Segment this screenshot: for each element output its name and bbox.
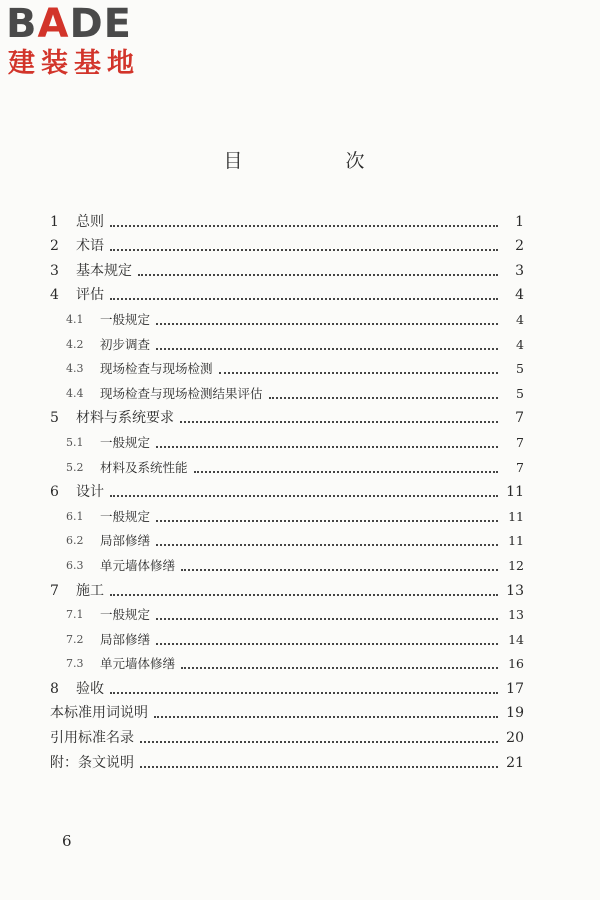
- toc-entry-page: 3: [515, 262, 524, 279]
- toc-entry[interactable]: [50, 526, 524, 551]
- toc-entry[interactable]: [50, 600, 524, 625]
- toc-entry-page: 7: [516, 434, 524, 450]
- toc-entry-label: 单元墙体修缮: [100, 656, 176, 672]
- toc-entry-number: 5.1: [66, 435, 84, 449]
- toc-dot-leader: [181, 667, 498, 669]
- toc-dot-leader: [156, 544, 498, 546]
- toc-entry-page: 11: [508, 508, 524, 524]
- toc-dot-leader: [110, 594, 498, 596]
- toc-dot-leader: [140, 741, 498, 743]
- toc-entry-number: 5: [50, 410, 59, 427]
- toc-entry-number: 4.2: [66, 337, 84, 351]
- toc-entry-page: 5: [516, 385, 524, 401]
- toc-entry-page: 4: [515, 287, 524, 304]
- toc-entry-label: 设计: [76, 484, 104, 501]
- toc-dot-leader: [110, 225, 498, 227]
- toc-entry[interactable]: [50, 649, 524, 674]
- toc-entry[interactable]: [50, 452, 524, 477]
- toc-entry-number: 2: [50, 238, 59, 255]
- toc-entry-page: 13: [508, 607, 524, 623]
- toc-entry-label: 验收: [76, 680, 104, 697]
- toc-dot-leader: [110, 692, 498, 694]
- toc-entry-page: 21: [506, 754, 524, 771]
- toc-entry-page: 20: [506, 730, 524, 747]
- toc-dot-leader: [181, 569, 498, 571]
- toc-dot-leader: [156, 618, 498, 620]
- toc-entry-label: 单元墙体修缮: [100, 557, 176, 573]
- toc-dot-leader: [269, 397, 498, 399]
- toc-entry-label: 局部修缮: [100, 631, 151, 647]
- toc-entry[interactable]: [50, 304, 524, 329]
- toc-entry-label: 总则: [76, 213, 104, 230]
- toc-entry-page: 4: [516, 311, 524, 327]
- toc-entry[interactable]: [50, 698, 524, 723]
- toc-entry-number: 6.3: [66, 558, 84, 572]
- toc-dot-leader: [156, 643, 498, 645]
- toc-entry[interactable]: [50, 722, 524, 747]
- toc-entry-number: 4.1: [66, 312, 84, 326]
- toc-entry-label: 附：条文说明: [50, 754, 134, 771]
- toc-entry-page: 7: [516, 459, 524, 475]
- toc-entry-label: 施工: [76, 582, 104, 599]
- toc-entry-label: 初步调查: [100, 336, 151, 352]
- toc-entry-label: 材料与系统要求: [76, 410, 174, 427]
- page-title: 目 次: [223, 150, 407, 172]
- toc-entry-label: 本标准用词说明: [50, 705, 148, 722]
- toc-entry-page: 7: [515, 410, 524, 427]
- toc-entry-label: 现场检查与现场检测: [100, 361, 213, 377]
- toc-dot-leader: [154, 716, 498, 718]
- toc-entry-number: 4: [50, 287, 59, 304]
- toc-entry-number: 1: [50, 213, 59, 230]
- toc-entry-label: 现场检查与现场检测结果评估: [100, 385, 263, 401]
- toc-entry-label: 一般规定: [100, 607, 151, 623]
- toc-entry-label: 一般规定: [100, 311, 151, 327]
- toc-entry-page: 4: [516, 336, 524, 352]
- toc-dot-leader: [156, 520, 498, 522]
- toc-entry-label: 术语: [76, 238, 104, 255]
- toc-dot-leader: [110, 249, 498, 251]
- toc-entry-number: 4.4: [66, 386, 84, 400]
- toc-entry[interactable]: [50, 427, 524, 452]
- toc-entry-page: 13: [506, 582, 524, 599]
- toc-entry-label: 材料及系统性能: [100, 459, 188, 475]
- toc-dot-leader: [156, 446, 498, 448]
- toc-entry[interactable]: [50, 329, 524, 354]
- toc-entry-page: 11: [506, 484, 524, 501]
- toc-dot-leader: [138, 274, 498, 276]
- toc-entry[interactable]: [50, 550, 524, 575]
- toc-entry-page: 11: [508, 533, 524, 549]
- toc-entry-number: 7.1: [66, 608, 84, 622]
- toc-entry-number: 7.3: [66, 657, 84, 671]
- toc-dot-leader: [110, 495, 498, 497]
- toc-entry[interactable]: [50, 354, 524, 379]
- toc-entry[interactable]: [50, 280, 524, 305]
- table-of-contents: [50, 206, 524, 772]
- toc-entry-number: 4.3: [66, 362, 84, 376]
- toc-entry-number: 6: [50, 484, 59, 501]
- toc-dot-leader: [140, 766, 498, 768]
- toc-entry-page: 12: [508, 557, 524, 573]
- toc-dot-leader: [156, 348, 498, 350]
- logo-wordmark: BADE: [6, 1, 132, 47]
- toc-entry-number: 7: [50, 582, 59, 599]
- toc-entry-page: 5: [516, 361, 524, 377]
- toc-entry-number: 7.2: [66, 632, 84, 646]
- toc-entry-label: 一般规定: [100, 434, 151, 450]
- toc-entry-number: 6.2: [66, 534, 84, 548]
- toc-entry-label: 一般规定: [100, 508, 151, 524]
- toc-entry-page: 1: [515, 213, 524, 230]
- toc-entry-page: 16: [508, 656, 524, 672]
- toc-entry[interactable]: [50, 477, 524, 502]
- toc-entry-number: 6.1: [66, 509, 84, 523]
- toc-entry-page: 19: [506, 705, 524, 722]
- toc-entry[interactable]: [50, 231, 524, 256]
- toc-entry-label: 评估: [76, 287, 104, 304]
- toc-entry[interactable]: [50, 255, 524, 280]
- toc-entry[interactable]: [50, 747, 524, 772]
- bade-logo: [6, 1, 176, 84]
- toc-dot-leader: [110, 298, 498, 300]
- toc-entry[interactable]: [50, 501, 524, 526]
- toc-entry[interactable]: [50, 624, 524, 649]
- toc-entry-number: 5.2: [66, 460, 84, 474]
- toc-entry-number: 8: [50, 680, 59, 697]
- toc-entry-number: 3: [50, 262, 59, 279]
- toc-dot-leader: [180, 421, 498, 423]
- toc-entry-page: 2: [515, 238, 524, 255]
- toc-entry[interactable]: [50, 673, 524, 698]
- toc-dot-leader: [156, 323, 498, 325]
- toc-entry-page: 14: [508, 631, 524, 647]
- page-number: 6: [62, 832, 72, 850]
- toc-entry[interactable]: [50, 378, 524, 403]
- toc-entry-label: 引用标准名录: [50, 730, 134, 747]
- toc-entry[interactable]: [50, 206, 524, 231]
- toc-dot-leader: [194, 471, 498, 473]
- toc-entry-page: 17: [506, 680, 524, 697]
- toc-entry-label: 局部修缮: [100, 533, 151, 549]
- toc-entry-label: 基本规定: [76, 262, 132, 279]
- toc-entry[interactable]: [50, 575, 524, 600]
- toc-entry[interactable]: [50, 403, 524, 428]
- toc-dot-leader: [219, 372, 498, 374]
- logo-chinese-text: 建装基地: [8, 48, 140, 79]
